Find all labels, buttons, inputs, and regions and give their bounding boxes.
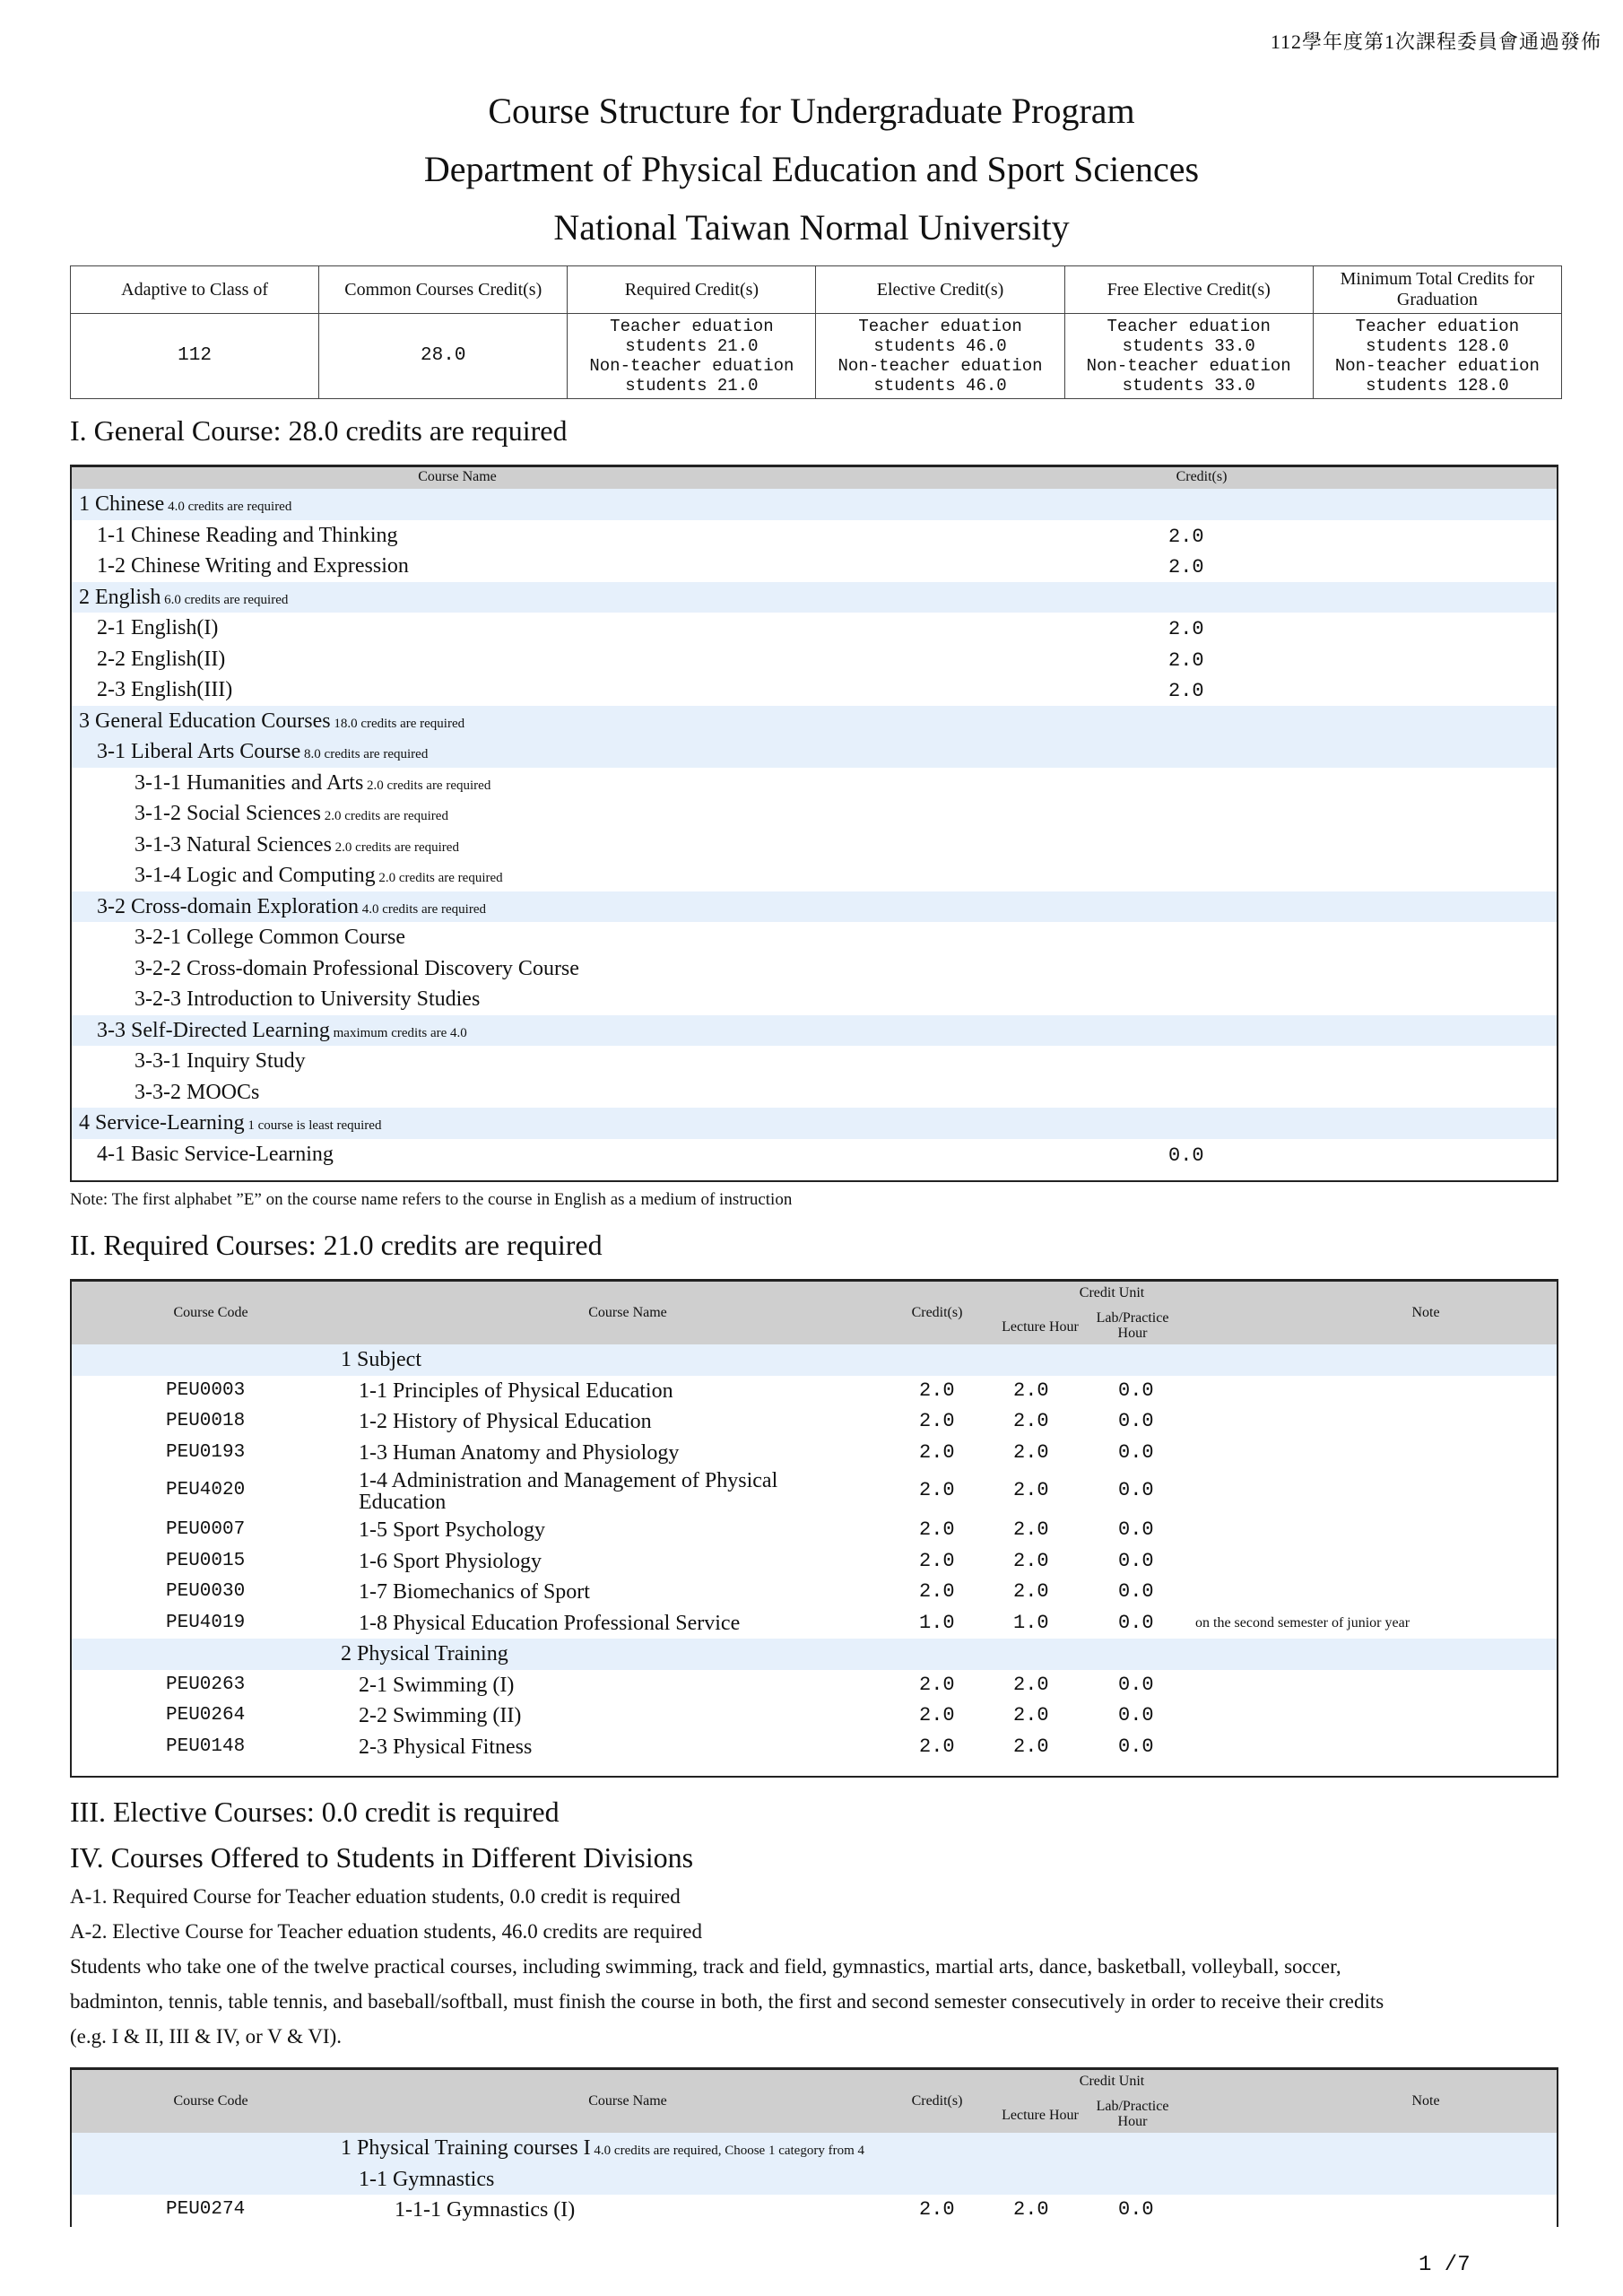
course-row: [72, 860, 1557, 891]
credit-requirement: 18.0 credits are required: [330, 716, 465, 731]
course-code: PEU0018: [166, 1411, 246, 1431]
lecture-hours: 2.0: [1013, 1549, 1049, 1572]
course-row: [72, 613, 1557, 644]
lab-hours: 0.0: [1118, 1673, 1154, 1696]
lecture-hours: 2.0: [1013, 1518, 1049, 1541]
course-row: [72, 551, 1557, 582]
course-name: 1-8 Physical Education Professional Service: [359, 1611, 741, 1635]
summary-header-minimum: Minimum Total Credits for Graduation: [1313, 266, 1561, 314]
lab-hours: 0.0: [1118, 1440, 1154, 1464]
lecture-hours: 2.0: [1013, 1378, 1049, 1402]
course-name: 3-1 Liberal Arts Course 8.0 credits are required: [97, 740, 429, 763]
category-row: [72, 1344, 1557, 1376]
page-title-line-2: Department of Physical Education and Sport Sciences: [423, 149, 1200, 189]
division-paragraph-1: Students who take one of the twelve practical courses, including swimming, track and field, gymnastics, martial arts, dance, basketball, volleyball, soccer,: [70, 1955, 1341, 1978]
course-credits: 2.0: [919, 1440, 955, 1464]
category-row: [72, 736, 1557, 768]
credit-requirement: 1 course is least required: [244, 1118, 382, 1133]
course-code: PEU0030: [166, 1581, 246, 1602]
course-credits: 2.0: [1168, 556, 1204, 578]
summary-free-value: Teacher eduation students 33.0 Non-teacher eduation students 33.0: [1064, 314, 1313, 399]
lecture-hours: 2.0: [1013, 1580, 1049, 1603]
category-row: [72, 1108, 1557, 1139]
credit-requirement: 2.0 credits are required: [363, 778, 491, 793]
course-name: 2 Physical Training: [341, 1642, 508, 1665]
col-lecture-hour: Lecture Hour: [1002, 2108, 1079, 2123]
division-paragraph-2: badminton, tennis, table tennis, and baseball/softball, must finish the course in both, the first and second semester consecutively in order to receive their credits: [70, 1990, 1384, 2013]
col-credits: Credit(s): [911, 1305, 963, 1320]
credit-requirement: 4.0 credits are required: [358, 901, 486, 917]
table-row: [72, 1376, 1557, 1407]
approval-note: 112學年度第1次課程委員會通過發佈: [1270, 30, 1601, 53]
credit-requirement: 2.0 credits are required: [375, 871, 503, 885]
course-row: [72, 798, 1557, 830]
course-name: 2-2 English(II): [97, 647, 226, 671]
table-row: [72, 1608, 1557, 1639]
table-row: [72, 1468, 1557, 1515]
course-row: [72, 1139, 1557, 1170]
category-row: [72, 1639, 1557, 1670]
course-name: 1 Chinese 4.0 credits are required: [79, 492, 292, 516]
col-course-code: Course Code: [173, 2093, 248, 2109]
credit-requirement: 6.0 credits are required: [161, 592, 289, 607]
general-table-header: [72, 467, 1557, 489]
table-row: [72, 1406, 1557, 1438]
course-name: 1-2 Chinese Writing and Expression: [97, 554, 409, 578]
course-row: [72, 953, 1557, 985]
course-credits: 2.0: [919, 1704, 955, 1726]
division-a2: A-2. Elective Course for Teacher eduation students, 46.0 credits are required: [70, 1920, 702, 1943]
lecture-hours: 1.0: [1013, 1611, 1049, 1634]
course-code: PEU0007: [166, 1519, 246, 1540]
divisions-heading: IV. Courses Offered to Students in Different Divisions: [70, 1841, 694, 1874]
course-name: 1-6 Sport Physiology: [359, 1549, 542, 1573]
course-name: 4-1 Basic Service-Learning: [97, 1142, 334, 1166]
table-row: [72, 2195, 1557, 2226]
col-course-name: Course Name: [418, 469, 497, 484]
table-row: [72, 1577, 1557, 1608]
course-name: 1-1-1 Gymnastics (I): [395, 2198, 576, 2222]
course-name: 1-7 Biomechanics of Sport: [359, 1580, 590, 1604]
required-table-header: [72, 1282, 1557, 1344]
category-row: [72, 2133, 1557, 2164]
general-course-table: [70, 465, 1558, 1182]
lab-hours: 0.0: [1118, 1518, 1154, 1541]
course-credits: 2.0: [1168, 525, 1204, 548]
credit-summary-table: [70, 265, 1562, 399]
lab-hours: 0.0: [1118, 1410, 1154, 1432]
lecture-hours: 2.0: [1013, 1440, 1049, 1464]
course-credits: 2.0: [1168, 618, 1204, 640]
course-credits: 2.0: [1168, 680, 1204, 702]
course-row: [72, 520, 1557, 552]
course-credits: 2.0: [1168, 648, 1204, 672]
course-name: 1-5 Sport Psychology: [359, 1518, 546, 1542]
lab-hours: 0.0: [1118, 2198, 1154, 2221]
lab-hours: 0.0: [1118, 1549, 1154, 1572]
lecture-hours: 2.0: [1013, 2198, 1049, 2221]
course-name: 3-2-1 College Common Course: [135, 926, 405, 949]
lab-hours: 0.0: [1118, 1580, 1154, 1603]
credit-requirement: 4.0 credits are required: [164, 500, 292, 514]
division-a1: A-1. Required Course for Teacher eduation students, 0.0 credit is required: [70, 1885, 681, 1908]
summary-common-value: 28.0: [319, 314, 568, 399]
course-row: [72, 1077, 1557, 1109]
category-row: [72, 891, 1557, 923]
course-row: [72, 1046, 1557, 1077]
course-name: 1 Subject: [341, 1348, 421, 1371]
course-credits: 2.0: [919, 1410, 955, 1432]
table-row: [72, 1700, 1557, 1732]
course-name: 3-1-4 Logic and Computing 2.0 credits are required: [135, 864, 503, 887]
page-title-line-3: National Taiwan Normal University: [553, 207, 1070, 248]
course-credits: 2.0: [919, 1673, 955, 1696]
col-course-name: Course Name: [588, 2093, 667, 2109]
course-name: 3-2-3 Introduction to University Studies: [135, 987, 481, 1011]
col-course-code: Course Code: [173, 1305, 248, 1320]
course-credits: 0.0: [1168, 1144, 1204, 1167]
elective-courses-heading: III. Elective Courses: 0.0 credit is required: [70, 1796, 560, 1828]
division-paragraph-3: (e.g. I & II, III & IV, or V & VI).: [70, 2025, 342, 2048]
table-row: [72, 1732, 1557, 1763]
course-name: [359, 1470, 777, 1513]
category-row: [72, 1015, 1557, 1047]
course-name: 3-3 Self-Directed Learning maximum credits are 4.0: [97, 1018, 467, 1042]
course-name-line: Education: [359, 1491, 447, 1514]
course-name: 3-3-2 MOOCs: [135, 1080, 260, 1104]
required-courses-heading: II. Required Courses: 21.0 credits are required: [70, 1229, 603, 1261]
course-name: 3-2-2 Cross-domain Professional Discovery Course: [135, 956, 579, 980]
course-row: [72, 984, 1557, 1015]
course-credits: 2.0: [919, 1518, 955, 1541]
credit-requirement: 8.0 credits are required: [300, 747, 429, 761]
course-code: PEU0148: [166, 1735, 246, 1757]
course-credits: 1.0: [919, 1611, 955, 1634]
course-name-line: 1-4 Administration and Management of Physical: [359, 1469, 778, 1492]
table-row: [72, 1670, 1557, 1701]
course-name: 1-1 Principles of Physical Education: [359, 1378, 673, 1403]
col-lab-hour: Lab/Practice Hour: [1096, 1310, 1169, 1341]
col-note: Note: [1411, 2093, 1440, 2109]
summary-header-class: Adaptive to Class of: [71, 266, 319, 314]
course-name: 3-3-1 Inquiry Study: [135, 1049, 306, 1073]
course-name: 2-3 Physical Fitness: [359, 1735, 533, 1759]
lab-hours: 0.0: [1118, 1378, 1154, 1402]
course-code: PEU4020: [166, 1480, 246, 1500]
col-note: Note: [1411, 1305, 1440, 1320]
col-credits: Credit(s): [1176, 469, 1228, 484]
course-name: 3 General Education Courses 18.0 credits are required: [79, 709, 465, 733]
course-code: PEU0003: [166, 1379, 246, 1401]
col-lab-hour: Lab/Practice Hour: [1096, 2099, 1169, 2129]
course-name: 3-1-1 Humanities and Arts 2.0 credits are required: [135, 770, 491, 795]
category-row: [72, 582, 1557, 613]
summary-required-value: Teacher eduation students 21.0 Non-teacher eduation students 21.0: [568, 314, 816, 399]
summary-minimum-value: Teacher eduation students 128.0 Non-teacher eduation students 128.0: [1313, 314, 1561, 399]
general-note: Note: The first alphabet ”E” on the course name refers to the course in English as a medium of instruction: [70, 1190, 793, 1209]
credit-requirement: 2.0 credits are required: [320, 809, 448, 823]
lecture-hours: 2.0: [1013, 1673, 1049, 1696]
course-credits: 2.0: [919, 1378, 955, 1402]
course-row: [72, 922, 1557, 953]
course-name: 1-1 Chinese Reading and Thinking: [97, 523, 398, 547]
col-lecture-hour: Lecture Hour: [1002, 1319, 1079, 1335]
summary-header-free: Free Elective Credit(s): [1064, 266, 1313, 314]
course-code: PEU0193: [166, 1441, 246, 1463]
course-code: PEU0264: [166, 1705, 246, 1726]
course-name: 1-1 Gymnastics: [359, 2167, 495, 2191]
col-credit-unit: Credit Unit: [1079, 2074, 1145, 2089]
summary-header-elective: Elective Credit(s): [816, 266, 1064, 314]
lab-hours: 0.0: [1118, 1611, 1154, 1634]
course-credits: 2.0: [919, 1479, 955, 1501]
division-courses-table: [70, 2067, 1558, 2227]
course-name: 2-1 English(I): [97, 616, 219, 639]
course-row: [72, 768, 1557, 799]
course-name: 1 Physical Training courses I 4.0 credits are required, Choose 1 category from 4: [341, 2136, 864, 2160]
course-name: 2-2 Swimming (II): [359, 1704, 522, 1727]
required-courses-table: [70, 1279, 1558, 1778]
course-credits: 2.0: [919, 2198, 955, 2221]
lab-hours: 0.0: [1118, 1704, 1154, 1726]
course-name: 1-3 Human Anatomy and Physiology: [359, 1440, 680, 1465]
page-title-line-1: Course Structure for Undergraduate Program: [488, 91, 1135, 131]
summary-class-value: 112: [71, 314, 319, 399]
course-credits: 2.0: [919, 1735, 955, 1758]
summary-header-common: Common Courses Credit(s): [319, 266, 568, 314]
course-code: PEU0274: [166, 2199, 246, 2220]
credit-requirement: maximum credits are 4.0: [329, 1025, 467, 1040]
lab-hours: 0.0: [1118, 1479, 1154, 1501]
course-name: 4 Service-Learning 1 course is least required: [79, 1111, 382, 1135]
course-name: 2 English 6.0 credits are required: [79, 585, 289, 609]
credit-requirement: 4.0 credits are required, Choose 1 category from 4: [590, 2144, 864, 2158]
course-name: 3-1-3 Natural Sciences 2.0 credits are required: [135, 832, 459, 857]
table-row: [72, 1515, 1557, 1546]
lecture-hours: 2.0: [1013, 1479, 1049, 1501]
lecture-hours: 2.0: [1013, 1735, 1049, 1758]
course-row: [72, 644, 1557, 675]
course-name: 1-2 History of Physical Education: [359, 1410, 652, 1433]
category-row: [72, 2164, 1557, 2196]
table-row: [72, 1438, 1557, 1469]
course-note: on the second semester of junior year: [1195, 1614, 1410, 1631]
course-row: [72, 674, 1557, 706]
summary-elective-value: Teacher eduation students 46.0 Non-teacher eduation students 46.0: [816, 314, 1064, 399]
course-row: [72, 830, 1557, 861]
general-course-heading: I. General Course: 28.0 credits are required: [70, 414, 568, 447]
lab-hours: 0.0: [1118, 1735, 1154, 1758]
course-code: PEU0263: [166, 1674, 246, 1695]
course-name: 2-3 English(III): [97, 678, 233, 701]
course-code: PEU0015: [166, 1550, 246, 1571]
col-course-name: Course Name: [588, 1305, 667, 1320]
course-credits: 2.0: [919, 1580, 955, 1603]
category-row: [72, 489, 1557, 520]
col-credits: Credit(s): [911, 2093, 963, 2109]
credit-requirement: 2.0 credits are required: [331, 839, 459, 855]
summary-header-required: Required Credit(s): [568, 266, 816, 314]
table-row: [72, 1546, 1557, 1578]
col-credit-unit: Credit Unit: [1079, 1285, 1145, 1300]
course-code: PEU4019: [166, 1612, 246, 1633]
division-table-header: [72, 2070, 1557, 2133]
lecture-hours: 2.0: [1013, 1704, 1049, 1726]
course-name: 3-2 Cross-domain Exploration 4.0 credits are required: [97, 894, 486, 918]
lecture-hours: 2.0: [1013, 1410, 1049, 1432]
category-row: [72, 706, 1557, 737]
course-name: 2-1 Swimming (I): [359, 1673, 515, 1697]
course-name: 3-1-2 Social Sciences 2.0 credits are required: [135, 802, 448, 825]
page-number: 1 /7: [1419, 2253, 1471, 2277]
course-credits: 2.0: [919, 1549, 955, 1572]
